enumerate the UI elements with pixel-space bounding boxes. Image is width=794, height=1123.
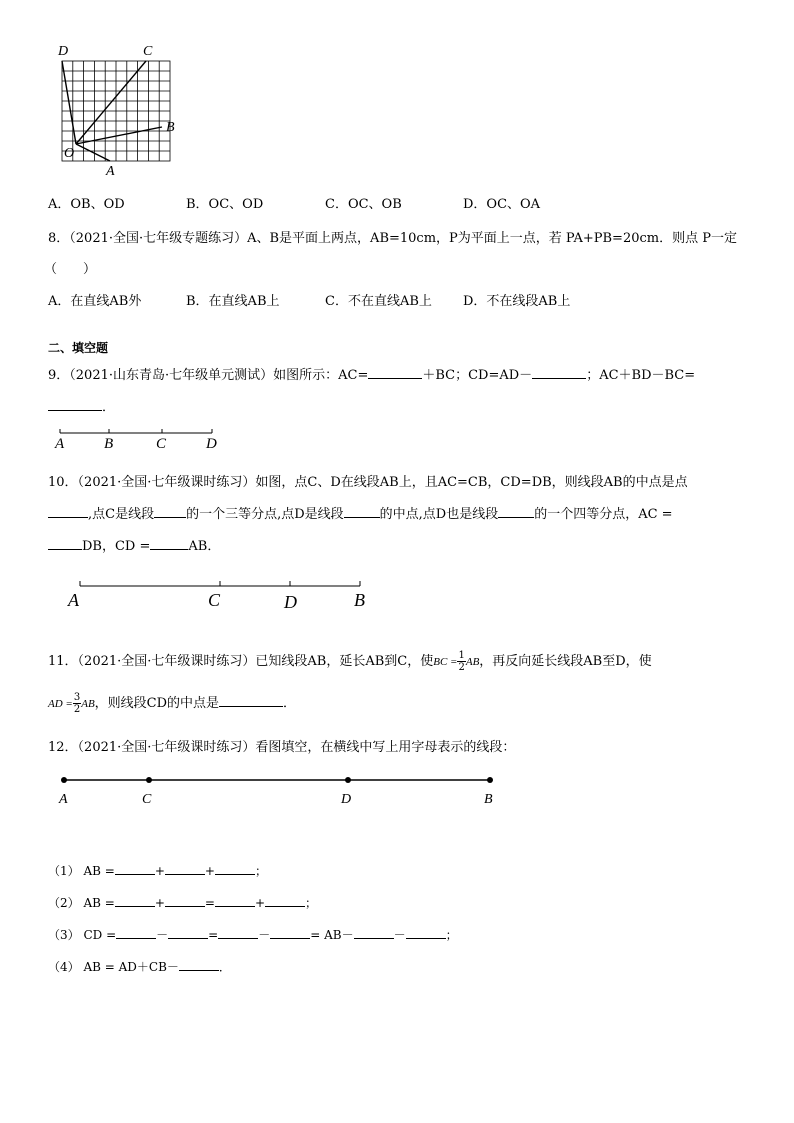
q9-segment-figure (58, 428, 218, 438)
q10-l2-a: ,点C是线段 (88, 507, 155, 522)
q7-option-c: C．OC、OB (325, 197, 402, 212)
q12-l2-equals: = (204, 896, 215, 910)
q12-l1-blank-1[interactable] (115, 862, 155, 875)
q11-line1 (48, 650, 652, 673)
q12-l3-minus-3: － (393, 928, 406, 942)
q12-l2-blank-4[interactable] (265, 894, 305, 907)
q9-end: ． (102, 400, 116, 415)
q12-item-1 (48, 862, 267, 879)
q12-l3-blank-4[interactable] (270, 926, 310, 939)
q12-label-d: D (341, 792, 352, 807)
q12-l3-mid: = AB－ (310, 928, 354, 942)
q12-l2-blank-3[interactable] (215, 894, 255, 907)
q12-l3-equals: = (208, 928, 219, 942)
q9-line1 (48, 364, 695, 383)
q9-prefix: 9．（2021·山东青岛·七年级单元测试）如图所示：AC= (48, 368, 369, 383)
q12-l3-minus-2: － (258, 928, 271, 942)
q8-option-c: C．不在直线AB上 (325, 294, 432, 309)
q11-fraction-three-halves: $\frac{3}{2}$ (73, 692, 81, 715)
q10-blank-1[interactable] (48, 505, 88, 518)
q12-l1-plus-2: + (204, 864, 215, 878)
q10-line1: 10．（2021·全国·七年级课时练习）如图，点C、D在线段AB上，且AC=CB，CD=DB，则线段AB的中点是点 (48, 475, 688, 490)
q11-ab1: AB (465, 656, 480, 668)
section-fill-in-title: 二、填空题 (48, 341, 109, 355)
fig7-label-a: A (106, 164, 115, 179)
q10-line3 (48, 535, 220, 554)
q12-l4-end: ． (218, 960, 231, 974)
q12-l3-blank-5[interactable] (354, 926, 394, 939)
fig7-label-c: C (143, 44, 153, 59)
q8-option-b: B．在直线AB上 (186, 294, 280, 309)
q10-blank-2[interactable] (154, 505, 186, 518)
q7-option-a: A．OB、OD (48, 197, 125, 212)
q9-part2: ＋BC；CD=AD－ (422, 368, 533, 383)
q12-l3-blank-6[interactable] (406, 926, 446, 939)
q10-l2-c: 的中点,点D也是线段 (379, 507, 499, 522)
q11-ad-lhs: AD = (48, 698, 73, 710)
q9-label-b: B (104, 436, 114, 452)
q12-l1-blank-3[interactable] (215, 862, 255, 875)
q7-option-b: B．OC、OD (186, 197, 264, 212)
q11-line2 (48, 692, 296, 715)
q12-l3-blank-2[interactable] (168, 926, 208, 939)
q10-l3-b: AB． (188, 539, 221, 554)
q12-item-3 (48, 926, 458, 943)
q10-line2 (48, 503, 673, 522)
q9-blank-2[interactable] (532, 366, 586, 379)
q12-l3-semicolon: ； (445, 928, 458, 942)
fig7-label-d: D (58, 44, 69, 59)
q12-label-c: C (142, 792, 152, 807)
q12-l1-blank-2[interactable] (165, 862, 205, 875)
q10-l2-d: 的一个四等分点，AC = (534, 507, 673, 522)
q12-l3-prefix: （3） CD = (48, 928, 117, 942)
q12-title: 12．（2021·全国·七年级课时练习）看图填空，在横线中写上用字母表示的线段： (48, 740, 516, 755)
q12-l3-minus-1: － (156, 928, 169, 942)
q12-l2-semicolon: ； (305, 896, 318, 910)
q8-line1: 8．（2021·全国·七年级专题练习）A、B是平面上两点，AB=10cm，P为平面上一点，若 PA+PB=20cm．则点 P一定 (48, 231, 737, 246)
q12-l2-prefix: （2） AB = (48, 896, 115, 910)
q10-label-b: B (354, 590, 365, 610)
q11-ab2: AB (81, 698, 95, 710)
q10-label-c: C (208, 590, 221, 610)
q12-label-a: A (59, 792, 68, 807)
q10-blank-5[interactable] (48, 537, 82, 550)
q8-option-a: A．在直线AB外 (48, 294, 142, 309)
q12-l1-semicolon: ； (254, 864, 267, 878)
q10-label-d: D (284, 592, 297, 612)
fig7-label-o: O (64, 146, 75, 161)
q10-blank-6[interactable] (150, 537, 188, 550)
q9-label-c: C (156, 436, 167, 452)
q12-l3-blank-1[interactable] (116, 926, 156, 939)
q9-blank-1[interactable] (368, 366, 422, 379)
q12-l2-plus-1: + (154, 896, 165, 910)
q10-blank-4[interactable] (498, 505, 534, 518)
q7-option-d: D．OC、OA (463, 197, 541, 212)
q10-label-a: A (68, 590, 79, 610)
q11-text-b: ，再反向延长线段AB至D，使 (479, 654, 652, 669)
q11-text-c: ，则线段CD的中点是 (94, 696, 220, 711)
q10-l3-a: DB，CD = (82, 539, 151, 554)
q12-l2-blank-1[interactable] (115, 894, 155, 907)
q12-item-4 (48, 958, 231, 975)
q9-label-a: A (55, 436, 65, 452)
q12-item-2 (48, 894, 317, 911)
q9-line2 (48, 396, 115, 415)
q10-blank-3[interactable] (344, 505, 380, 518)
q10-segment-figure (78, 580, 364, 590)
q9-label-d: D (206, 436, 217, 452)
q12-l1-plus-1: + (154, 864, 165, 878)
q9-part3: ；AC＋BD－BC= (586, 368, 696, 383)
q9-blank-3[interactable] (48, 398, 102, 411)
q11-bc-lhs: BC = (433, 656, 458, 668)
q12-l3-blank-3[interactable] (218, 926, 258, 939)
q11-text-a: 11．（2021·全国·七年级课时练习）已知线段AB，延长AB到C，使 (48, 654, 434, 669)
q11-fraction-half: $\frac{1}{2}$ (458, 650, 465, 673)
q12-l2-blank-2[interactable] (165, 894, 205, 907)
q12-l1-prefix: （1） AB = (48, 864, 115, 878)
q12-l2-plus-2: + (254, 896, 265, 910)
figure-q7-grid (55, 45, 185, 185)
q12-l4-blank-1[interactable] (179, 958, 219, 971)
q8-option-d: D．不在线段AB上 (463, 294, 571, 309)
q8-answer-paren: （ ） (44, 262, 97, 277)
fig7-label-b: B (166, 120, 175, 135)
q11-blank[interactable] (219, 694, 283, 707)
q11-end: ． (283, 696, 297, 711)
q12-label-b: B (484, 792, 493, 807)
q10-l2-b: 的一个三等分点,点D是线段 (186, 507, 344, 522)
q12-l4-prefix: （4） AB = AD＋CB－ (48, 960, 179, 974)
q12-segment-figure (58, 774, 498, 786)
